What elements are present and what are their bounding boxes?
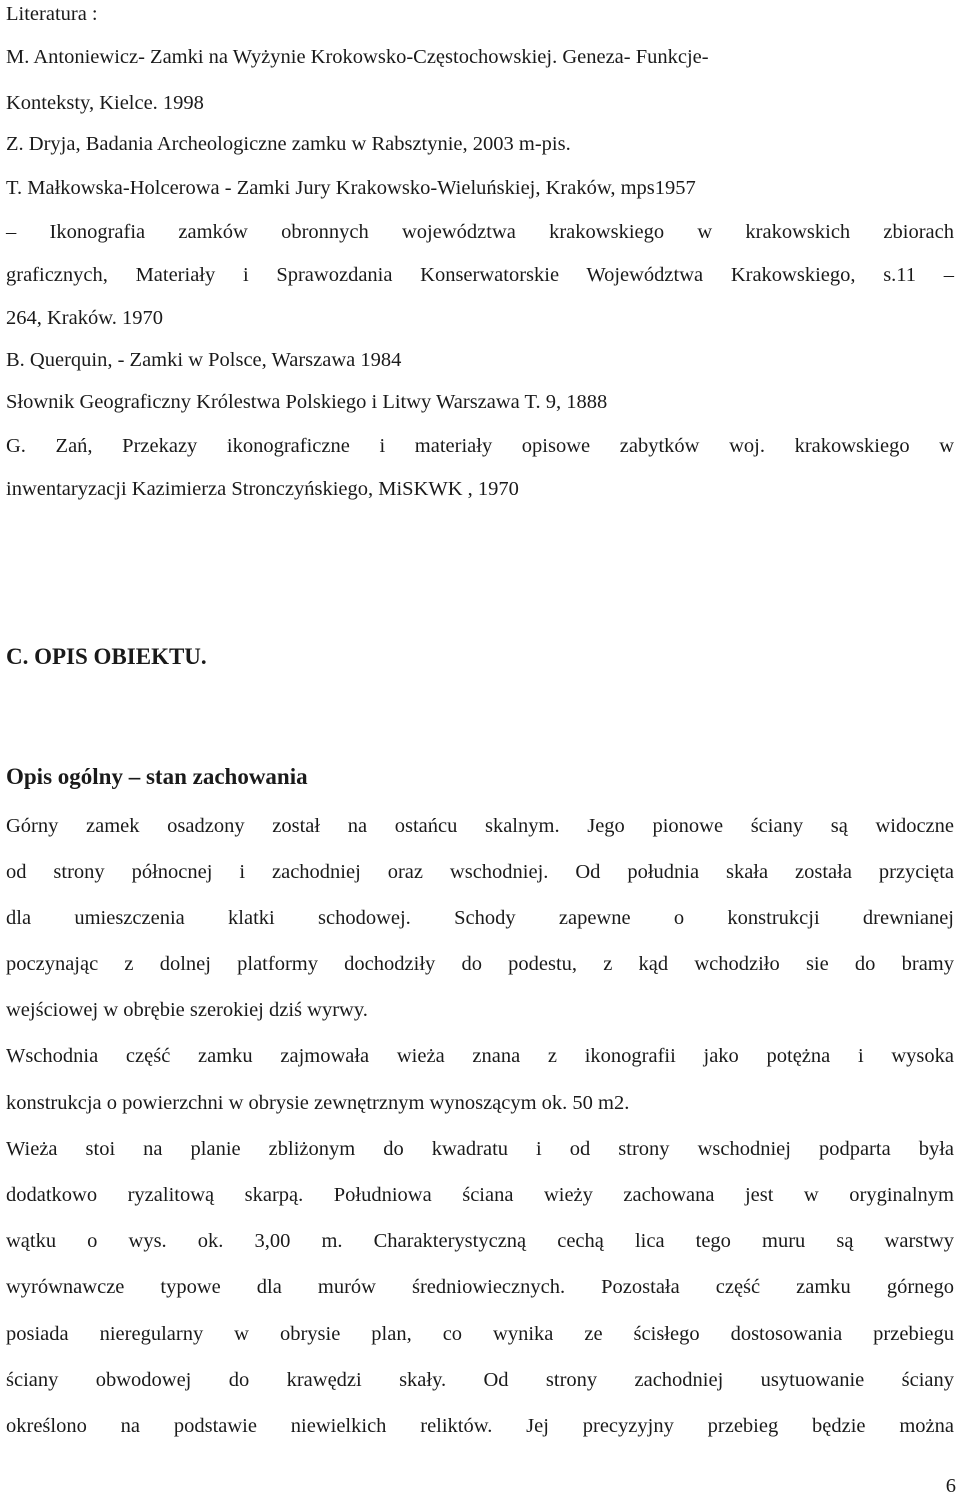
literature-entry-zan: G. Zań, Przekazy ikonograficzne i materiały opisowe zabytków woj. krakowskiego w (6, 435, 954, 457)
body-line: dodatkowo ryzalitową skarpą. Południowa ściana wieży zachowana jest w oryginalnym (6, 1184, 954, 1206)
body-line: ściany obwodowej do krawędzi skały. Od strony zachodniej usytuowanie ściany (6, 1369, 954, 1391)
literature-entry-antoniewicz-cont: Konteksty, Kielce. 1998 (6, 92, 204, 114)
literature-entry-slownik: Słownik Geograficzny Królestwa Polskiego i Litwy Warszawa T. 9, 1888 (6, 391, 608, 413)
body-line: dla umieszczenia klatki schodowej. Schody zapewne o konstrukcji drewnianej (6, 907, 954, 929)
literature-entry-ikonografia-cont: graficznych, Materiały i Sprawozdania Konserwatorskie Województwa Krakowskiego, s.11 – (6, 264, 954, 286)
section-subtitle: Opis ogólny – stan zachowania (6, 764, 308, 789)
section-title: C. OPIS OBIEKTU. (6, 644, 207, 669)
body-line: Wieża stoi na planie zbliżonym do kwadratu i od strony wschodniej podparta była (6, 1138, 954, 1160)
body-line: posiada nieregularny w obrysie plan, co wynika ze ścisłego dostosowania przebiegu (6, 1323, 954, 1345)
body-line: od strony północnej i zachodniej oraz wschodniej. Od południa skała została przycięta (6, 861, 954, 883)
body-line: wątku o wys. ok. 3,00 m. Charakterystyczną cechą lica tego muru są warstwy (6, 1230, 954, 1252)
literature-heading: Literatura : (6, 3, 98, 25)
body-line: Wschodnia część zamku zajmowała wieża znana z ikonografii jako potężna i wysoka (6, 1045, 954, 1067)
body-line: wejściowej w obrębie szerokiej dziś wyrwy. (6, 999, 368, 1021)
literature-entry-malkowska: T. Małkowska-Holcerowa - Zamki Jury Krakowsko-Wieluńskiej, Kraków, mps1957 (6, 177, 696, 199)
body-line: konstrukcja o powierzchni w obrysie zewnętrznym wynoszącym ok. 50 m2. (6, 1092, 630, 1114)
body-line: poczynając z dolnej platformy dochodziły do podestu, z kąd wchodziło sie do bramy (6, 953, 954, 975)
literature-entry-antoniewicz: M. Antoniewicz- Zamki na Wyżynie Krokowsko-Częstochowskiej. Geneza- Funkcje- (6, 46, 709, 68)
literature-entry-querquin: B. Querquin, - Zamki w Polsce, Warszawa 1984 (6, 349, 402, 371)
literature-entry-dryja: Z. Dryja, Badania Archeologiczne zamku w Rabsztynie, 2003 m-pis. (6, 133, 571, 155)
literature-entry-zan-cont: inwentaryzacji Kazimierza Stronczyńskiego, MiSKWK , 1970 (6, 478, 519, 500)
literature-entry-ikonografia: – Ikonografia zamków obronnych województwa krakowskiego w krakowskich zbiorach (6, 221, 954, 243)
body-line: wyrównawcze typowe dla murów średniowiecznych. Pozostała część zamku górnego (6, 1276, 954, 1298)
body-line: Górny zamek osadzony został na ostańcu skalnym. Jego pionowe ściany są widoczne (6, 815, 954, 837)
body-line: określono na podstawie niewielkich reliktów. Jej precyzyjny przebieg będzie można (6, 1415, 954, 1437)
page-number: 6 (945, 1475, 956, 1497)
literature-entry-ikonografia-end: 264, Kraków. 1970 (6, 307, 163, 329)
